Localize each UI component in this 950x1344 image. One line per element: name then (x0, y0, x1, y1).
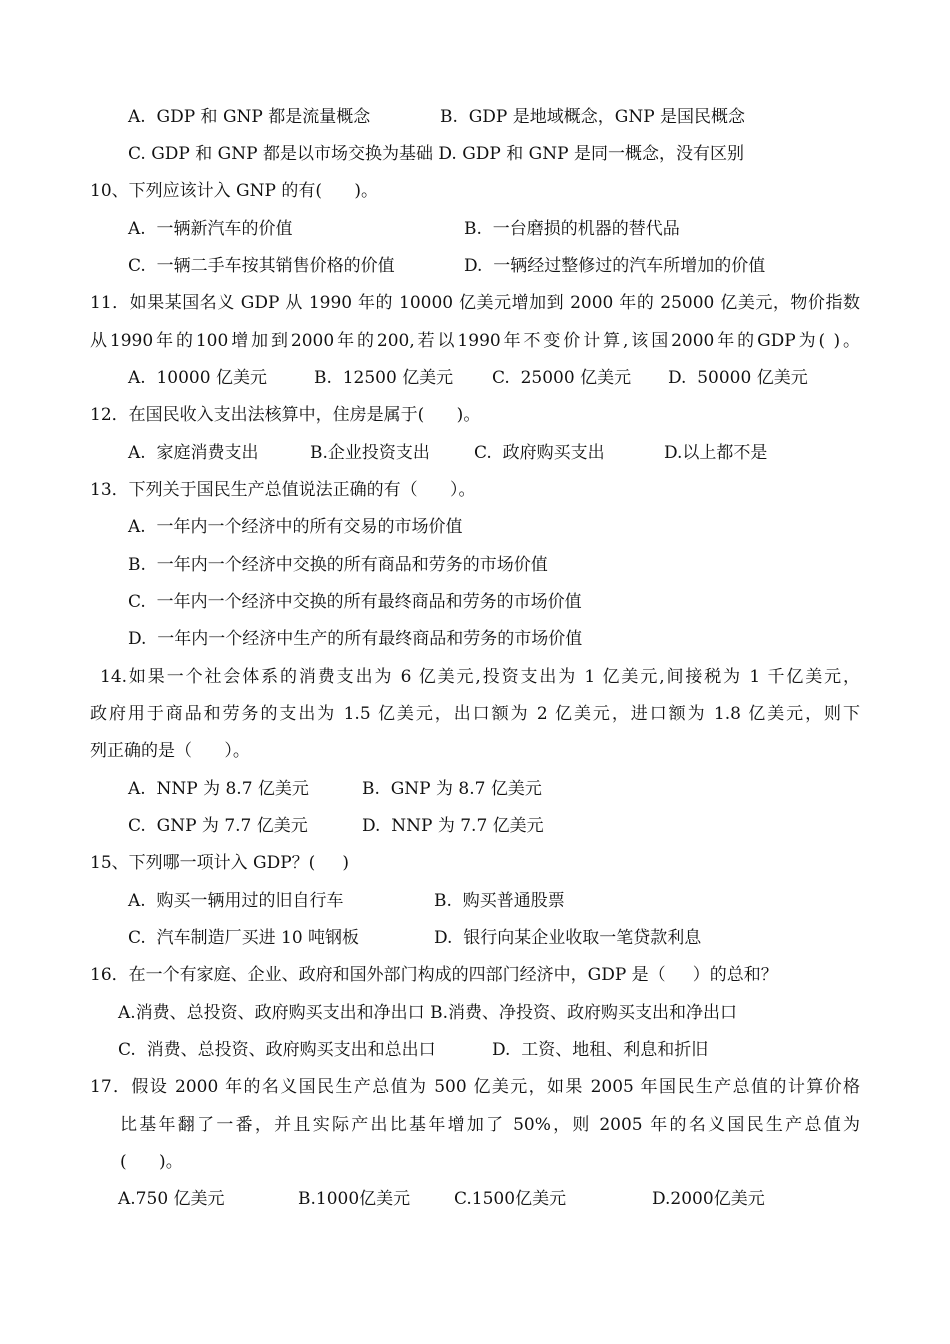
q17-stem-line1: 17．假设 2000 年的名义国民生产总值为 500 亿美元，如果 2005 年国民生产总值的计算价格 (90, 1077, 860, 1097)
q16-option-c: C. 消费、总投资、政府购买支出和总出口 (118, 1040, 436, 1060)
q17-option-a: A.750 亿美元 (118, 1189, 225, 1209)
q10-option-c: C. 一辆二手车按其销售价格的价值 (128, 256, 395, 276)
q13-option-a: A. 一年内一个经济中的所有交易的市场价值 (128, 517, 463, 537)
q11-stem-line1: 11．如果某国名义 GDP 从 1990 年的 10000 亿美元增加到 2000 年的 25000 亿美元，物价指数 (90, 293, 860, 313)
q14-stem-line2: 政府用于商品和劳务的支出为 1.5 亿美元，出口额为 2 亿美元，进口额为 1.8 亿美元，则下 (90, 704, 860, 724)
q10-option-b: B. 一台磨损的机器的替代品 (464, 219, 680, 239)
q15-option-a: A. 购买一辆用过的旧自行车 (128, 891, 344, 911)
q17-stem-line3: ( )。 (120, 1152, 183, 1172)
q14-stem-line1: 14.如果一个社会体系的消费支出为 6 亿美元,投资支出为 1 亿美元,间接税为 1 千亿美元， (100, 667, 860, 687)
q11-stem-line2: 从1990年的100增加到2000年的200,若以1990年不变价计算,该国2000年的GDP为( )。 (90, 331, 860, 351)
q14-option-c: C. GNP 为 7.7 亿美元 (128, 816, 308, 836)
q9-option-b: B. GDP 是地域概念，GNP 是国民概念 (440, 107, 746, 127)
q12-stem: 12．在国民收入支出法核算中，住房是属于( )。 (90, 405, 481, 425)
q14-option-b: B. GNP 为 8.7 亿美元 (362, 779, 542, 799)
q10-option-d: D. 一辆经过整修过的汽车所增加的价值 (464, 256, 766, 276)
q13-option-c: C. 一年内一个经济中交换的所有最终商品和劳务的市场价值 (128, 592, 582, 612)
q16-option-d: D. 工资、地租、利息和折旧 (492, 1040, 709, 1060)
q17-option-b: B.1000亿美元 (298, 1189, 411, 1209)
q10-stem: 10、下列应该计入 GNP 的有( )。 (90, 181, 379, 201)
q17-stem-line2: 比基年翻了一番，并且实际产出比基年增加了 50%，则 2005 年的名义国民生产总值为 (120, 1115, 860, 1135)
q12-option-d: D.以上都不是 (664, 443, 768, 463)
q11-option-d: D. 50000 亿美元 (668, 368, 808, 388)
q17-option-d: D.2000亿美元 (652, 1189, 765, 1209)
q17-option-c: C.1500亿美元 (454, 1189, 567, 1209)
q14-stem-line3: 列正确的是（ ）。 (90, 741, 250, 761)
q15-option-b: B. 购买普通股票 (434, 891, 565, 911)
q13-stem: 13．下列关于国民生产总值说法正确的有（ ）。 (90, 480, 476, 500)
q13-option-b: B. 一年内一个经济中交换的所有商品和劳务的市场价值 (128, 555, 548, 575)
q15-stem: 15、下列哪一项计入 GDP？( ) (90, 853, 349, 873)
q13-option-d: D. 一年内一个经济中生产的所有最终商品和劳务的市场价值 (128, 629, 583, 649)
q15-option-d: D. 银行向某企业收取一笔贷款利息 (434, 928, 702, 948)
q12-option-b: B.企业投资支出 (310, 443, 430, 463)
q12-option-c: C. 政府购买支出 (474, 443, 605, 463)
q9-option-a: A. GDP 和 GNP 都是流量概念 (128, 107, 371, 127)
q9-option-cd: C. GDP 和 GNP 都是以市场交换为基础 D. GDP 和 GNP 是同一概念，没有区别 (128, 144, 744, 164)
q16-option-ab: A.消费、总投资、政府购买支出和净出口 B.消费、净投资、政府购买支出和净出口 (118, 1003, 737, 1023)
q15-option-c: C. 汽车制造厂买进 10 吨钢板 (128, 928, 360, 948)
q10-option-a: A. 一辆新汽车的价值 (128, 219, 293, 239)
q14-option-a: A. NNP 为 8.7 亿美元 (128, 779, 309, 799)
q14-option-d: D. NNP 为 7.7 亿美元 (362, 816, 544, 836)
q11-option-b: B. 12500 亿美元 (314, 368, 454, 388)
q16-stem: 16．在一个有家庭、企业、政府和国外部门构成的四部门经济中，GDP 是（ ）的总和？ (90, 965, 778, 985)
q11-option-c: C. 25000 亿美元 (492, 368, 632, 388)
q12-option-a: A. 家庭消费支出 (128, 443, 259, 463)
q11-option-a: A. 10000 亿美元 (128, 368, 267, 388)
